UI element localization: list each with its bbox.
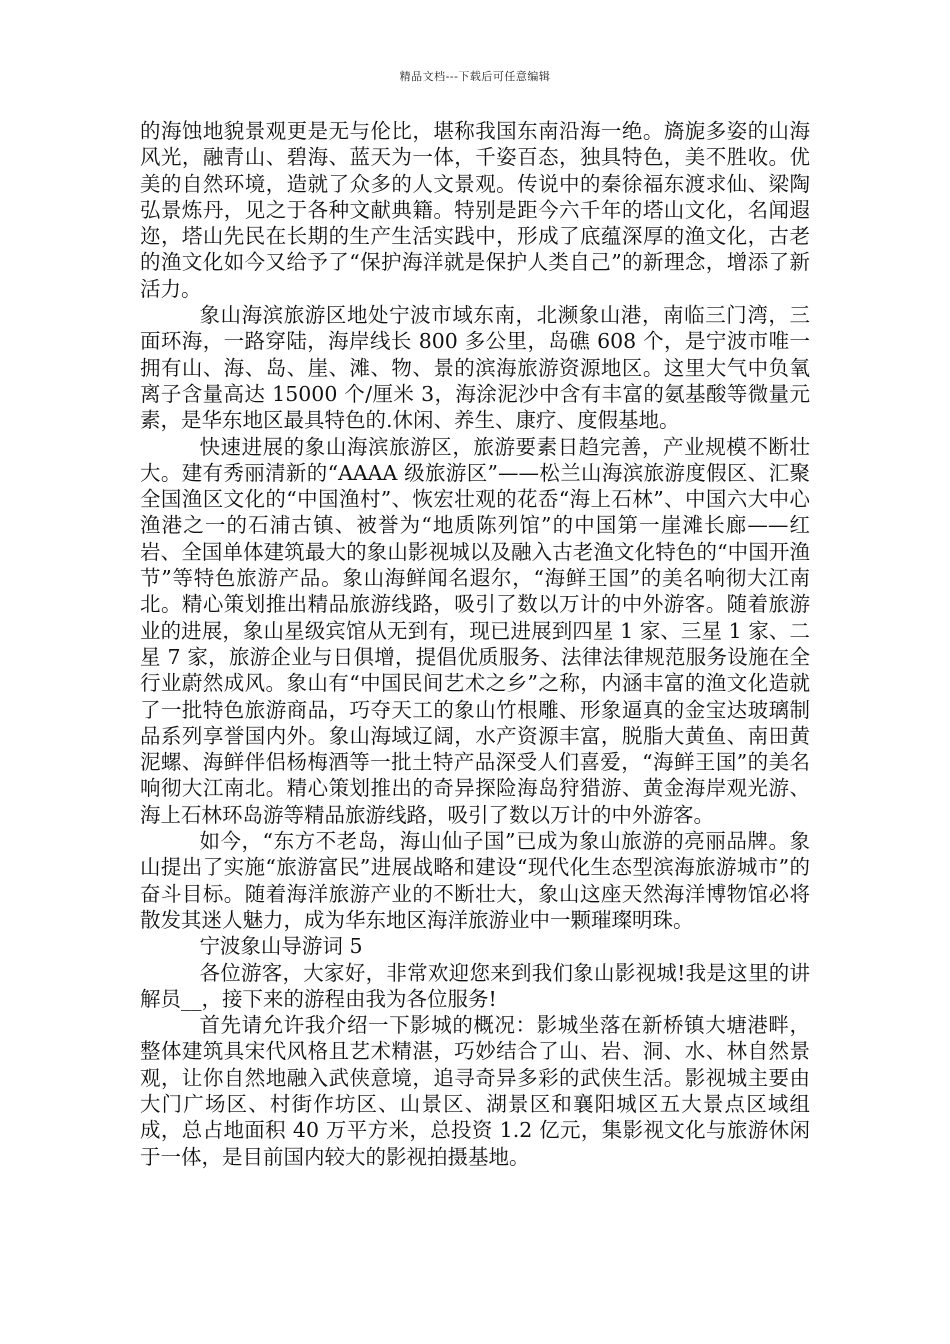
page-header: 精品文档---下载后可任意编辑	[399, 70, 551, 83]
paragraph-3: 快速进展的象山海滨旅游区，旅游要素日趋完善，产业规模不断壮大。建有秀丽清新的“AAAA 级旅游区”——松兰山海滨旅游度假区、汇聚全国渔区文化的“中国渔村”、恢宏壮观的花岙“海上石林”、中国六大中心渔港之一的石浦古镇、被誉为“地质陈列馆”的中国第一崖滩长廊——红岩、全国单体建筑最大的象山影视城以及融入古老渔文化特色的“中国开渔节”等特色旅游产品。象山海鲜闻名遐尔，“海鲜王国”的美名响彻大江南北。精心策划推出精品旅游线路，吸引了数以万计的中外游客。随着旅游业的进展，象山星级宾馆从无到有，现已进展到四星 1 家、三星 1 家、二星 7 家，旅游企业与日俱增，提倡优质服务、法律法律规范服务设施在全行业蔚然成风。象山有“中国民间艺术之乡”之称，内涵丰富的渔文化造就了一批特色旅游商品，巧夺天工的象山竹根雕、形象逼真的金宝达玻璃制品系列享誉国内外。象山海域辽阔，水产资源丰富，脱脂大黄鱼、南田黄泥螺、海鲜伴侣杨梅酒等一批土特产品深受人们喜爱，“海鲜王国”的美名响彻大江南北。精心策划推出的奇异探险海岛狩猎游、黄金海岸观光游、海上石林环岛游等精品旅游线路，吸引了数以万计的中外游客。	[140, 434, 810, 827]
paragraph-4: 如今，“东方不老岛，海山仙子国”已成为象山旅游的亮丽品牌。象山提出了实施“旅游富民”进展战略和建设“现代化生态型滨海旅游城市”的奋斗目标。随着海洋旅游产业的不断壮大，象山这座天然海洋博物馆必将散发其迷人魅力，成为华东地区海洋旅游业中一颗璀璨明珠。	[140, 829, 810, 932]
paragraph-5: 各位游客，大家好，非常欢迎您来到我们象山影视城!我是这里的讲解员__，接下来的游程由我为各位服务!	[140, 960, 810, 1011]
document-body	[140, 118, 810, 1170]
paragraph-2: 象山海滨旅游区地处宁波市域东南，北濒象山港，南临三门湾，三面环海，一路穿陆，海岸线长 800 多公里，岛礁 608 个，是宁波市唯一拥有山、海、岛、崖、滩、物、景的滨海旅游资源地区。这里大气中负氧离子含量高达 15000 个/厘米 3，海涂泥沙中含有丰富的氨基酸等微量元素，是华东地区最具特色的.休闲、养生、康疗、度假基地。	[140, 303, 810, 433]
paragraph-6: 首先请允许我介绍一下影城的概况：影城坐落在新桥镇大塘港畔，整体建筑具宋代风格且艺术精湛，巧妙结合了山、岩、洞、水、林自然景观，让你自然地融入武侠意境，追寻奇异多彩的武侠生活。影视城主要由大门广场区、村街作坊区、山景区、湖景区和襄阳城区五大景点区域组成，总占地面积 40 万平方米，总投资 1.2 亿元，集影视文化与旅游休闲于一体，是目前国内较大的影视拍摄基地。	[140, 1013, 810, 1169]
paragraph-1: 的海蚀地貌景观更是无与伦比，堪称我国东南沿海一绝。旖旎多姿的山海风光，融青山、碧海、蓝天为一体，千姿百态，独具特色，美不胜收。优美的自然环境，造就了众多的人文景观。传说中的秦徐福东渡求仙、梁陶弘景炼丹，见之于各种文献典籍。特别是距今六千年的塔山文化，名闻遐迩，塔山先民在长期的生产生活实践中，形成了底蕴深厚的渔文化，古老的渔文化如今又给予了“保护海洋就是保护人类自己”的新理念，增添了新活力。	[140, 119, 810, 301]
section-heading: 宁波象山导游词 5	[199, 934, 363, 959]
